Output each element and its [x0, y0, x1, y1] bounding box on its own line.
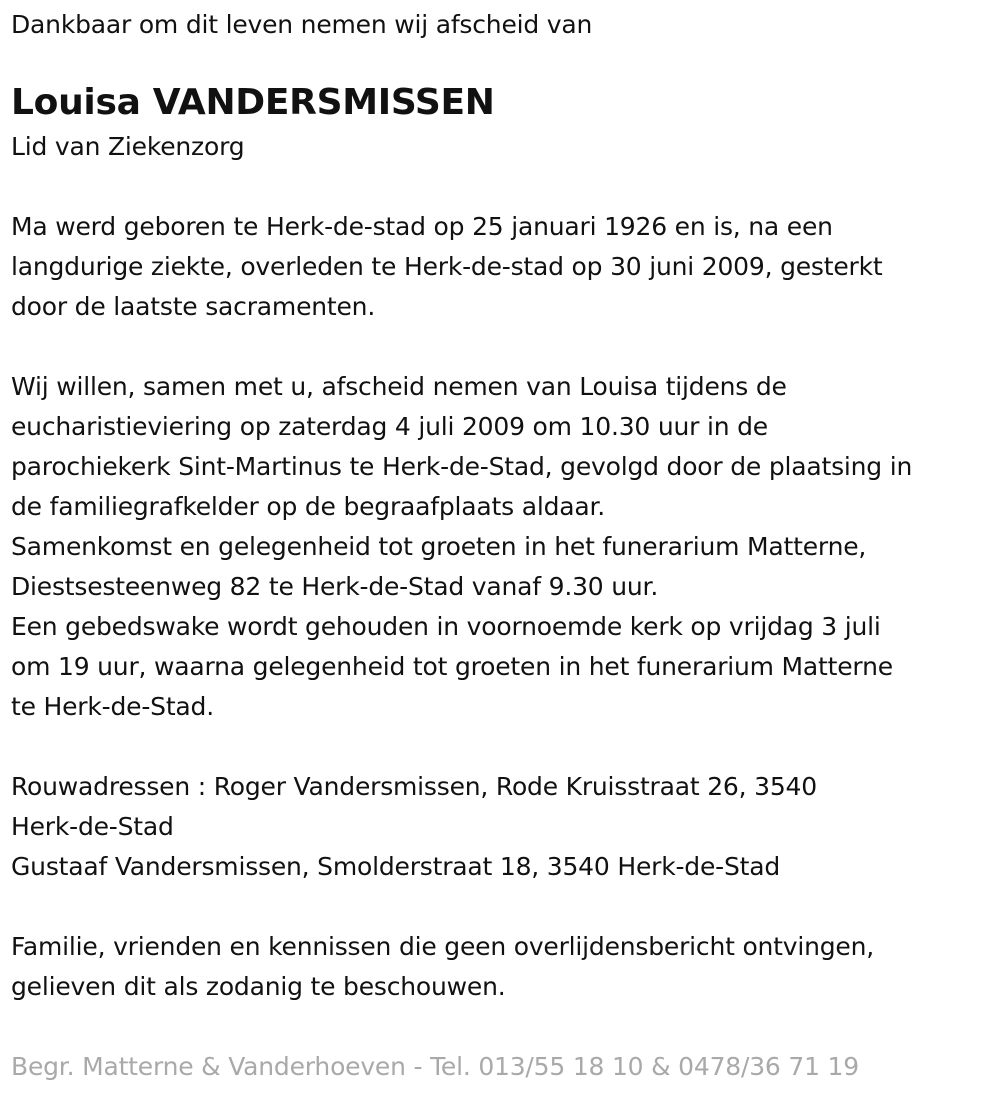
paragraph-line: Samenkomst en gelegenheid tot groeten in het funerarium Matterne, — [11, 532, 867, 561]
paragraph-line: Wij willen, samen met u, afscheid nemen van Louisa tijdens de — [11, 372, 787, 401]
paragraph-line: om 19 uur, waarna gelegenheid tot groeten in het funerarium Matterne — [11, 652, 893, 681]
paragraph-line: Ma werd geboren te Herk-de-stad op 25 januari 1926 en is, na een — [11, 212, 833, 241]
membership-line: Lid van Ziekenzorg — [11, 132, 245, 161]
address-line: Herk-de-Stad — [11, 812, 174, 841]
paragraph-line: Een gebedswake wordt gehouden in voornoemde kerk op vrijdag 3 juli — [11, 612, 881, 641]
condolence-addresses — [11, 767, 996, 887]
intro-line: Dankbaar om dit leven nemen wij afscheid van — [11, 10, 593, 39]
paragraph-line: eucharistieviering op zaterdag 4 juli 2009 om 10.30 uur in de — [11, 412, 768, 441]
closing-paragraph — [11, 927, 996, 1007]
funeral-details-paragraph — [11, 367, 996, 727]
closing-line: gelieven dit als zodanig te beschouwen. — [11, 972, 506, 1001]
birth-death-paragraph — [11, 207, 996, 327]
address-line: Gustaaf Vandersmissen, Smolderstraat 18, 3540 Herk-de-Stad — [11, 852, 781, 881]
paragraph-line: de familiegrafkelder op de begraafplaats aldaar. — [11, 492, 606, 521]
deceased-name: Louisa VANDERSMISSEN — [11, 82, 495, 123]
address-line: Rouwadressen : Roger Vandersmissen, Rode Kruisstraat 26, 3540 — [11, 772, 817, 801]
funeral-home-footer: Begr. Matterne & Vanderhoeven - Tel. 013/55 18 10 & 0478/36 71 19 — [11, 1052, 859, 1081]
paragraph-line: te Herk-de-Stad. — [11, 692, 214, 721]
paragraph-line: Diestsesteenweg 82 te Herk-de-Stad vanaf 9.30 uur. — [11, 572, 659, 601]
paragraph-line: parochiekerk Sint-Martinus te Herk-de-Stad, gevolgd door de plaatsing in — [11, 452, 913, 481]
paragraph-line: langdurige ziekte, overleden te Herk-de-stad op 30 juni 2009, gesterkt — [11, 252, 883, 281]
obituary-document — [11, 0, 996, 1087]
closing-line: Familie, vrienden en kennissen die geen overlijdensbericht ontvingen, — [11, 932, 875, 961]
paragraph-line: door de laatste sacramenten. — [11, 292, 376, 321]
